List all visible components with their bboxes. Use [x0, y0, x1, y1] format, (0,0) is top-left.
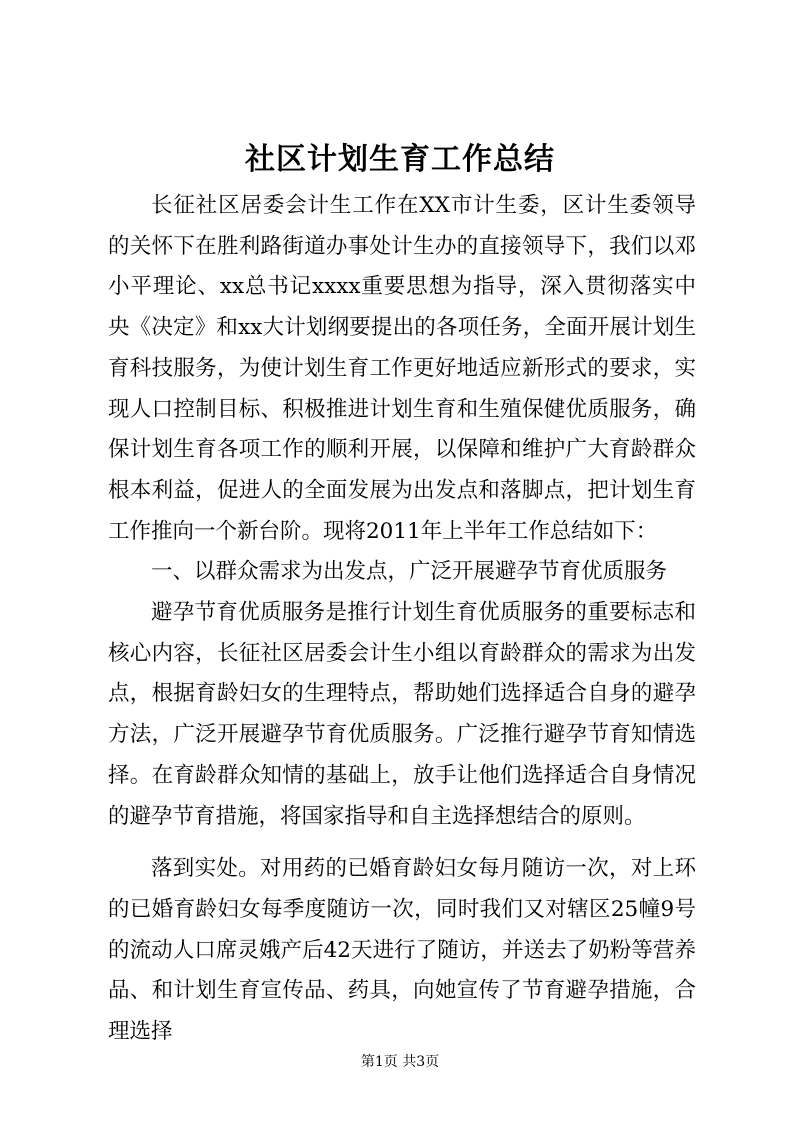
document-title: 社区计划生育工作总结 [245, 142, 555, 177]
paragraph-section-1-cont: 落到实处。对用药的已婚育龄妇女每月随访一次，对上环的已婚育龄妇女每季度随访一次，同时我们又对辖区25幢9号的流动人口席灵娥产后42天进行了随访，并送去了奶粉等营养品、和计划生育宣传品、药具，向她宣传了节育避孕措施，合理选择 [108, 856, 696, 1045]
paragraph-intro: 长征社区居委会计生工作在XX市计生委，区计生委领导的关怀下在胜利路街道办事处计生办的直接领导下，我们以邓小平理论、xx总书记xxxx重要思想为指导，深入贯彻落实中央《决定》和xx大计划纲要提出的各项任务，全面开展计划生育科技服务，为使计划生育工作更好地适应新形式的要求，实现人口控制目标、积极推进计划生育和生殖保健优质服务，确保计划生育各项工作的顺利开展，以保障和维护广大育龄群众根本利益，促进人的全面发展为出发点和落脚点，把计划生育工作推向一个新台阶。现将2011年上半年工作总结如下： [108, 193, 696, 544]
document-body [108, 186, 696, 1053]
paragraph-section-1: 避孕节育优质服务是推行计划生育优质服务的重要标志和核心内容，长征社区居委会计生小组以育龄群众的需求为出发点，根据育龄妇女的生理特点，帮助她们选择适合自身的避孕方法，广泛开展避孕节育优质服务。广泛推行避孕节育知情选择。在育龄群众知情的基础上，放手让他们选择适合自身情况的避孕节育措施，将国家指导和自主选择想结合的原则。 [108, 600, 696, 829]
page-number-footer: 第1页 共3页 [360, 1054, 440, 1070]
section-heading-1: 一、以群众需求为出发点，广泛开展避孕节育优质服务 [151, 559, 668, 585]
